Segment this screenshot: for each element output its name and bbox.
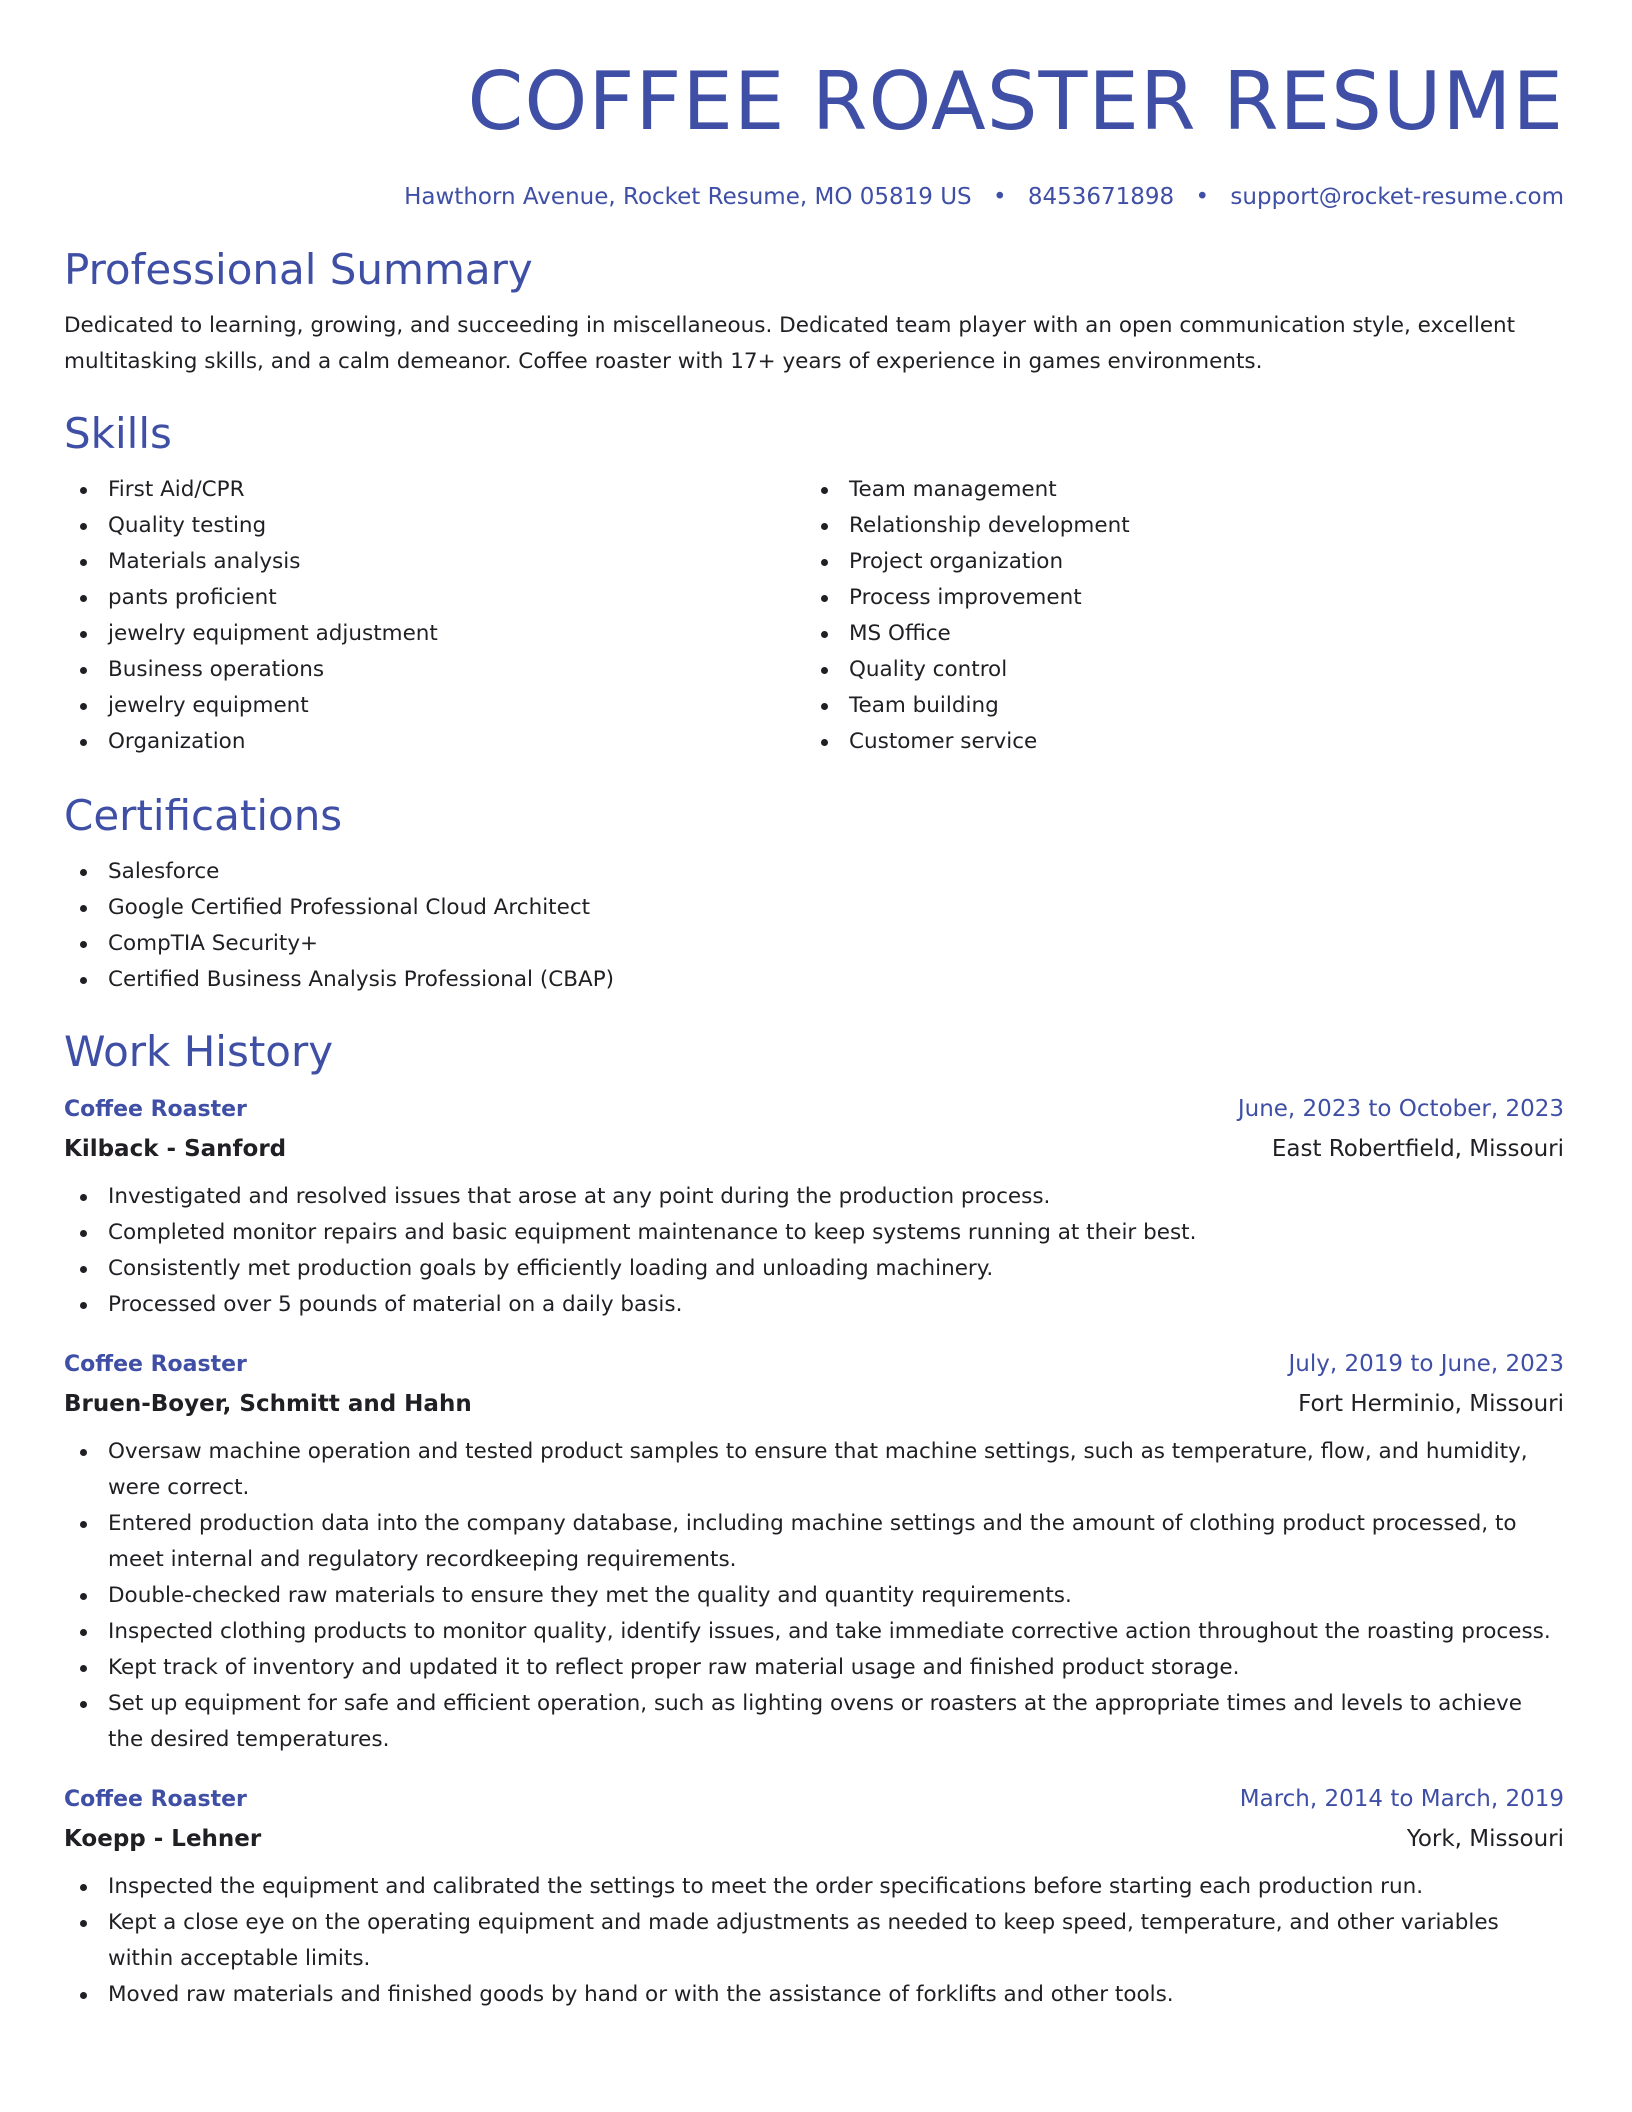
- list-item: Certified Business Analysis Professional (CBAP): [64, 962, 1564, 998]
- contact-address: Hawthorn Avenue, Rocket Resume, MO 05819 US: [404, 184, 972, 210]
- certifications-section: [64, 790, 1564, 998]
- job-duties-list: [64, 1434, 1564, 1758]
- contact-phone: 8453671898: [1027, 184, 1175, 210]
- list-item: jewelry equipment: [64, 688, 805, 724]
- job-title: Coffee Roaster: [64, 1352, 247, 1377]
- list-item: Investigated and resolved issues that arose at any point during the production process.: [64, 1179, 1564, 1215]
- job-title: Coffee Roaster: [64, 1097, 247, 1122]
- list-item: Google Certified Professional Cloud Architect: [64, 890, 1564, 926]
- list-item: Double-checked raw materials to ensure they met the quality and quantity requirements.: [64, 1578, 1564, 1614]
- list-item: Process improvement: [805, 580, 1546, 616]
- list-item: Inspected the equipment and calibrated the settings to meet the order specifications before starting each production run.: [64, 1869, 1564, 1905]
- skills-section: [64, 408, 1564, 760]
- list-item: Moved raw materials and finished goods by hand or with the assistance of forklifts and other tools.: [64, 1977, 1564, 2013]
- resume-title: COFFEE ROASTER RESUME: [467, 55, 1564, 148]
- contact-email: support@rocket-resume.com: [1230, 184, 1564, 210]
- list-item: Customer service: [805, 724, 1546, 760]
- certifications-heading: Certifications: [64, 791, 343, 840]
- list-item: Team building: [805, 688, 1546, 724]
- list-item: Processed over 5 pounds of material on a daily basis.: [64, 1287, 1564, 1323]
- summary-heading: Professional Summary: [64, 245, 533, 294]
- summary-text: Dedicated to learning, growing, and succeeding in miscellaneous. Dedicated team player with an open communication style, excellent multitasking skills, and a calm demeanor. Coffee roaster with 17+ years of experience in games environments.: [64, 313, 1516, 374]
- job-dates: March, 2014 to March, 2019: [1239, 1786, 1564, 1812]
- job-duties-list: [64, 1179, 1564, 1323]
- list-item: CompTIA Security+: [64, 926, 1564, 962]
- list-item: Quality testing: [64, 508, 805, 544]
- job-duties-list: [64, 1869, 1564, 2013]
- list-item: Team management: [805, 472, 1546, 508]
- list-item: Entered production data into the company database, including machine settings and the amount of clothing product processed, to meet internal and regulatory recordkeeping requirements.: [64, 1506, 1564, 1578]
- skills-list-right: [805, 472, 1546, 760]
- list-item: Kept a close eye on the operating equipment and made adjustments as needed to keep speed, temperature, and other variables within acceptable limits.: [64, 1905, 1564, 1977]
- job-title: Coffee Roaster: [64, 1787, 247, 1812]
- list-item: Set up equipment for safe and efficient operation, such as lighting ovens or roasters at the appropriate times and levels to achieve the desired temperatures.: [64, 1686, 1564, 1758]
- list-item: Relationship development: [805, 508, 1546, 544]
- work-history-section: [64, 1026, 1564, 2013]
- job-dates: July, 2019 to June, 2023: [1288, 1351, 1564, 1377]
- work-history-heading: Work History: [64, 1027, 334, 1076]
- job-company: Koepp - Lehner: [64, 1826, 262, 1852]
- list-item: Consistently met production goals by efficiently loading and unloading machinery.: [64, 1251, 1564, 1287]
- list-item: Project organization: [805, 544, 1546, 580]
- job-entry: [64, 1345, 1564, 1758]
- job-location: York, Missouri: [1406, 1826, 1564, 1852]
- job-company: Kilback - Sanford: [64, 1136, 287, 1162]
- list-item: Organization: [64, 724, 805, 760]
- certifications-list: [64, 854, 1564, 998]
- list-item: Oversaw machine operation and tested product samples to ensure that machine settings, such as temperature, flow, and humidity, were correct.: [64, 1434, 1564, 1506]
- skills-list-left: [64, 472, 805, 760]
- job-entry: [64, 1090, 1564, 1323]
- list-item: MS Office: [805, 616, 1546, 652]
- contact-separator: •: [992, 184, 1007, 210]
- job-location: Fort Herminio, Missouri: [1298, 1391, 1564, 1417]
- list-item: jewelry equipment adjustment: [64, 616, 805, 652]
- list-item: Salesforce: [64, 854, 1564, 890]
- skills-columns: [64, 472, 1564, 760]
- list-item: Kept track of inventory and updated it to reflect proper raw material usage and finished product storage.: [64, 1650, 1564, 1686]
- contact-separator: •: [1195, 184, 1210, 210]
- list-item: Completed monitor repairs and basic equipment maintenance to keep systems running at their best.: [64, 1215, 1564, 1251]
- list-item: Inspected clothing products to monitor quality, identify issues, and take immediate corrective action throughout the roasting process.: [64, 1614, 1564, 1650]
- summary-section: [64, 244, 1564, 380]
- skills-heading: Skills: [64, 409, 172, 458]
- contact-line: [64, 182, 1564, 212]
- list-item: Materials analysis: [64, 544, 805, 580]
- list-item: Business operations: [64, 652, 805, 688]
- list-item: First Aid/CPR: [64, 472, 805, 508]
- list-item: pants proficient: [64, 580, 805, 616]
- job-entry: [64, 1780, 1564, 2013]
- list-item: Quality control: [805, 652, 1546, 688]
- job-dates: June, 2023 to October, 2023: [1237, 1096, 1564, 1122]
- job-company: Bruen-Boyer, Schmitt and Hahn: [64, 1391, 472, 1417]
- job-location: East Robertfield, Missouri: [1271, 1136, 1564, 1162]
